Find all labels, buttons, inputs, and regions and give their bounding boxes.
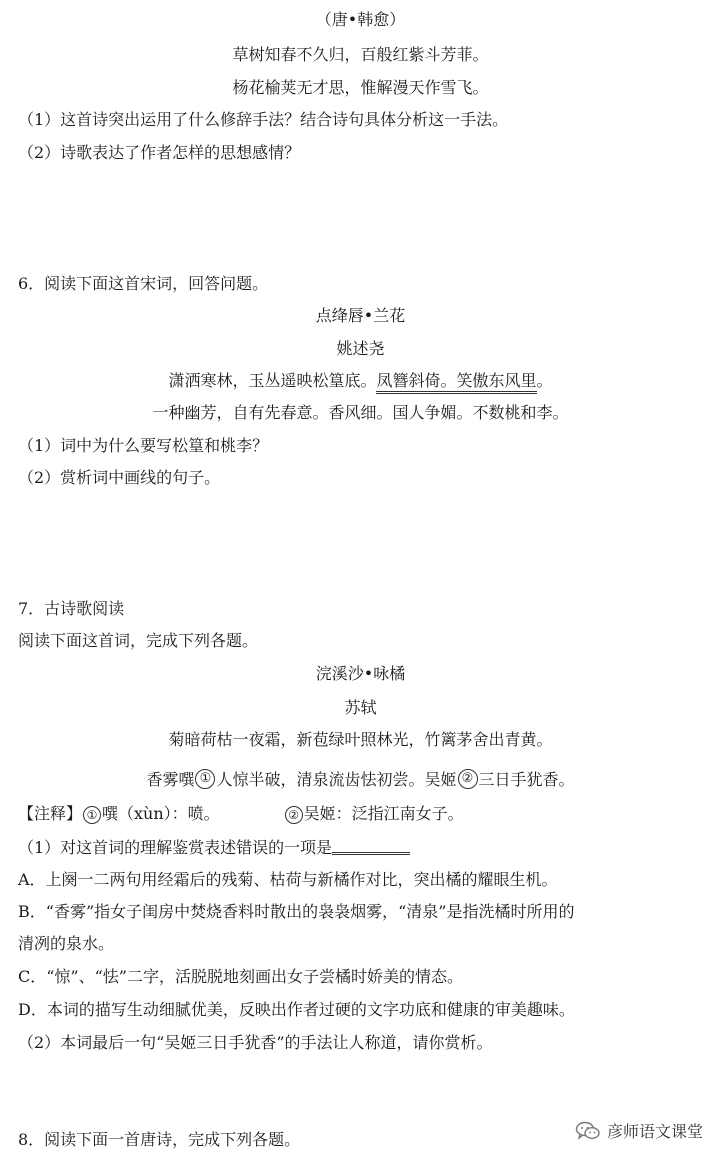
q6-heading: 6．阅读下面这首宋词，回答问题。 (18, 274, 269, 293)
q7-sub-question-1 (18, 836, 410, 859)
q7-option-d: D．本词的描写生动细腻优美，反映出作者过硬的文字功底和健康的审美趣味。 (18, 1000, 575, 1019)
watermark-text: 彦师语文课堂 (606, 1122, 703, 1141)
q7-poem-title: 浣溪沙•咏橘 (315, 664, 406, 683)
q7-notes (18, 803, 464, 825)
q6-poem-author: 姚述尧 (336, 339, 385, 358)
q6-underlined-sentence: 凤簪斜倚。笑傲东风里 (376, 371, 536, 394)
q7-poem-line-2 (0, 769, 721, 791)
q7-option-a: A．上阕一二两句用经霜后的残菊、枯荷与新橘作对比，突出橘的耀眼生机。 (18, 870, 558, 889)
q6-poem-line-2: 一种幽芳，自有先春意。香风细。国人争媚。不数桃和李。 (152, 403, 569, 422)
q5-poem-line-2: 杨花榆荚无才思，惟解漫天作雪飞。 (232, 78, 489, 97)
q7-option-b-line-2: 清冽的泉水。 (18, 934, 115, 953)
note-1-marker: ① (83, 806, 101, 824)
answer-blank[interactable] (332, 836, 410, 855)
note-marker-1: ① (195, 769, 215, 789)
q7-sub-question-2: （2）本词最后一句“吴姬三日手犹香”的手法让人称道，请你赏析。 (18, 1033, 493, 1052)
q6-poem-title: 点绛唇•兰花 (315, 306, 406, 325)
q5-sub-question-1: （1）这首诗突出运用了什么修辞手法？结合诗句具体分析这一手法。 (18, 110, 509, 129)
q8-heading: 8．阅读下面一首唐诗，完成下列各题。 (18, 1130, 301, 1149)
note-2-marker: ② (285, 806, 303, 824)
q7-option-c: C．“惊”、“怯”二字，活脱脱地刻画出女子尝橘时娇美的情态。 (18, 967, 463, 986)
q7-line2-part-a: 香雾噀 (146, 770, 195, 789)
q7-line2-part-b: 人惊半破，清泉流齿怯初尝。吴姬 (216, 770, 457, 789)
note-2-text: 吴姬：泛指江南女子。 (303, 804, 464, 823)
q6-sub-question-1: （1）词中为什么要写松篁和桃李？ (18, 436, 269, 455)
q5-sub-question-2: （2）诗歌表达了作者怎样的思想感情？ (18, 143, 301, 162)
q7-instruction: 阅读下面这首词，完成下列各题。 (18, 631, 259, 650)
q7-poem-line-1: 菊暗荷枯一夜霜，新苞绿叶照林光，竹篱茅舍出青黄。 (168, 730, 553, 749)
note-marker-2: ② (458, 769, 478, 789)
note-label: 【注释】 (18, 804, 83, 823)
note-1-text: 噀（xùn）：喷。 (102, 804, 220, 823)
watermark (575, 1119, 703, 1142)
q6-line1-end: 。 (536, 371, 553, 390)
q6-poem-line-1 (0, 370, 721, 392)
q6-line1-start: 潇洒寒林，玉丛遥映松篁底。 (168, 371, 377, 390)
q5-poem-line-1: 草树知春不久归，百般红紫斗芳菲。 (232, 45, 489, 64)
wechat-icon (575, 1121, 601, 1141)
q7-poem-author: 苏轼 (344, 698, 377, 717)
q5-author: （唐•韩愈） (315, 10, 406, 29)
q6-sub-question-2: （2）赏析词中画线的句子。 (18, 468, 221, 487)
q7-option-b-line-1: B．“香雾”指女子闺房中焚烧香料时散出的袅袅烟雾，“清泉”是指洗橘时所用的 (18, 902, 575, 921)
q7-heading: 7．古诗歌阅读 (18, 599, 125, 618)
q7-sub1-text: （1）对这首词的理解鉴赏表述错误的一项是 (18, 838, 333, 857)
q7-line2-part-c: 三日手犹香。 (478, 770, 575, 789)
